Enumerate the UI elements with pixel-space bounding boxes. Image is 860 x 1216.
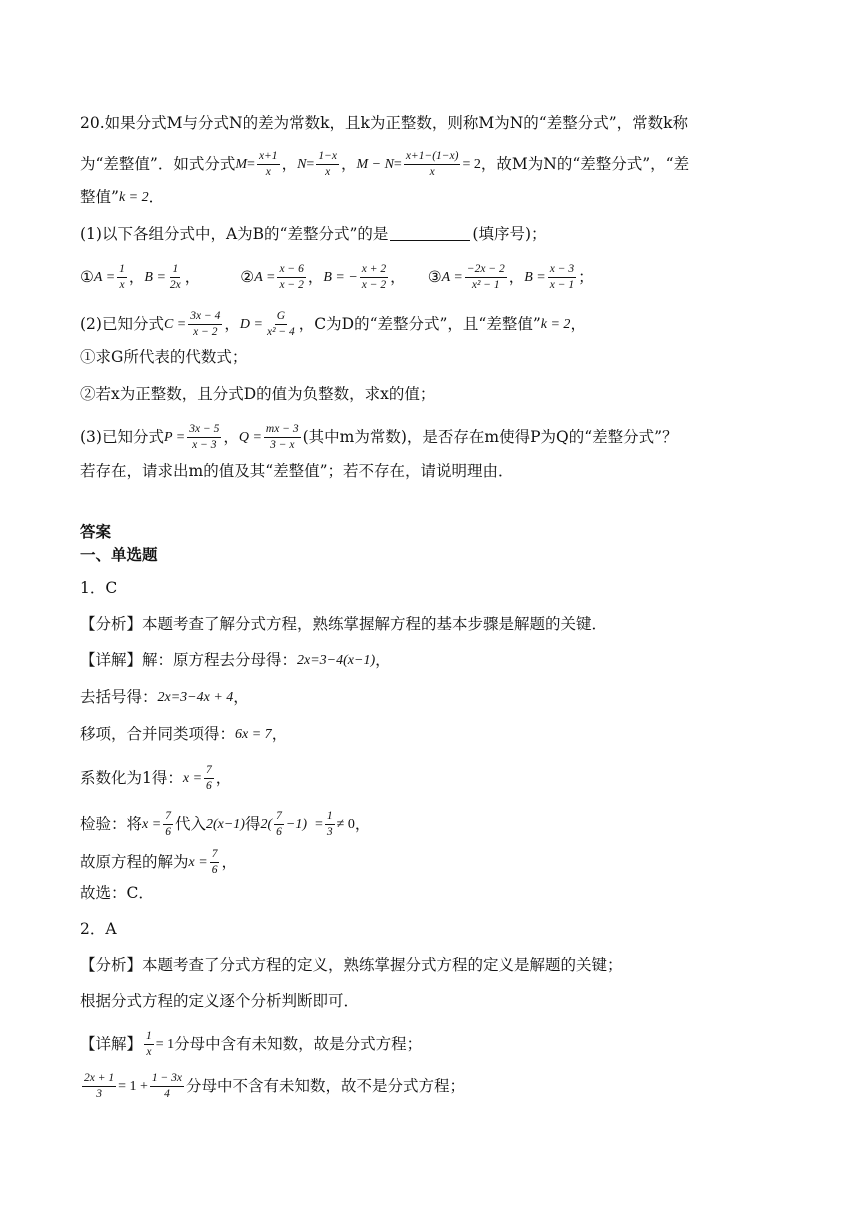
numerator: 7 xyxy=(274,810,284,825)
text: ， xyxy=(375,651,391,669)
denominator: x − 3 xyxy=(192,439,217,452)
text: ， xyxy=(233,688,249,706)
answer-2-detail-1 xyxy=(80,1030,422,1059)
numerator: x+1 xyxy=(257,150,280,165)
denominator: x xyxy=(429,166,435,179)
text: 【分析】本题考查了解分式方程，熟练掌握解方程的基本步骤是解题的关键． xyxy=(80,615,608,633)
denominator: 6 xyxy=(206,780,212,793)
text: 1．C xyxy=(80,579,118,597)
fraction xyxy=(144,1030,154,1059)
math-symbol: M − N xyxy=(356,156,394,172)
text: 【详解】 xyxy=(80,1034,143,1053)
denominator: x − 2 xyxy=(361,279,387,292)
numerator: −2x − 2 xyxy=(465,263,507,278)
numerator: x + 2 xyxy=(360,263,388,278)
part-2-subquestion-1 xyxy=(80,350,247,366)
math-expression: = 1 xyxy=(155,1036,175,1052)
text: ， xyxy=(271,725,288,743)
fraction xyxy=(274,810,284,839)
problem-number: 20. xyxy=(80,114,105,132)
text: 故原方程的解为 xyxy=(80,852,189,871)
text: 【分析】本题考查了分式方程的定义，熟练掌握分式方程的定义是解题的关键； xyxy=(80,956,623,974)
math-symbol: C = xyxy=(163,316,187,332)
answer-1-choice xyxy=(80,886,154,902)
answer-2-analysis-2 xyxy=(80,994,359,1010)
math-expression: 2( xyxy=(260,816,273,832)
text: ． xyxy=(148,188,165,206)
text: 故选：C． xyxy=(80,884,154,902)
math-symbol: Q = xyxy=(238,429,262,445)
text: 去括号得： xyxy=(80,688,158,706)
numerator: 1 xyxy=(144,1030,154,1045)
text: ②若x为正整数，且分式D的值为负整数，求x的值； xyxy=(80,385,436,403)
fraction xyxy=(204,764,214,793)
math-symbol: x = xyxy=(182,770,203,786)
text: ， xyxy=(390,267,406,286)
problem-line-3 xyxy=(80,190,164,206)
denominator: x − 2 xyxy=(193,326,218,339)
problem-text: 如果分式M与分式N的差为常数k，且k为正整数，则称M为N的“差整分式”，常数k称 xyxy=(104,114,689,132)
text: 若存在，请求出m的值及其“差整值”；若不存在，请说明理由． xyxy=(80,462,514,480)
options-line xyxy=(80,263,594,292)
fraction xyxy=(316,150,339,179)
numerator: 1 xyxy=(170,263,180,278)
denominator: 4 xyxy=(164,1088,170,1101)
fraction xyxy=(82,1072,116,1101)
heading: 一、单选题 xyxy=(80,545,158,564)
numerator: x+1−(1−x) xyxy=(404,150,461,165)
text: (2)已知分式 xyxy=(80,314,164,333)
fraction xyxy=(548,263,576,292)
denominator: 6 xyxy=(276,826,282,839)
answer-1-analysis xyxy=(80,617,607,633)
text: 检验：将 xyxy=(80,814,143,833)
numerator: 1−x xyxy=(316,150,339,165)
fraction xyxy=(117,263,127,292)
math-symbol: B = xyxy=(524,269,546,285)
math-expression: 2x=3−4(x−1) xyxy=(297,652,376,668)
numerator: G xyxy=(275,310,287,325)
answer-1-step-3 xyxy=(80,727,287,743)
fraction xyxy=(210,848,220,877)
numerator: x − 3 xyxy=(548,263,576,278)
math-symbol: A = xyxy=(441,269,463,285)
part-1-question xyxy=(80,227,547,243)
denominator: x − 1 xyxy=(549,279,575,292)
math-symbol: A = xyxy=(254,269,276,285)
fraction xyxy=(264,423,301,452)
text: ， xyxy=(307,267,324,286)
fraction xyxy=(168,263,183,292)
denominator: x xyxy=(119,279,125,292)
math-symbol: = xyxy=(306,156,315,172)
text: 为“差整值”．如式分式 xyxy=(80,154,236,173)
answers-heading xyxy=(80,524,111,540)
denominator: 6 xyxy=(211,864,218,877)
denominator: 3 xyxy=(96,1088,102,1101)
denominator: x² − 4 xyxy=(266,326,295,339)
text: ， xyxy=(215,768,232,787)
math-symbol: x = xyxy=(142,816,162,832)
math-symbol: = xyxy=(247,156,255,172)
fraction xyxy=(188,310,222,339)
math-expression: 6x = 7 xyxy=(235,726,272,742)
numerator: mx − 3 xyxy=(264,423,301,438)
part-3-question xyxy=(80,423,678,452)
text: 2．A xyxy=(80,920,117,938)
denominator: 6 xyxy=(165,826,171,839)
answer-1-label xyxy=(80,581,117,597)
numerator: 1 − 3x xyxy=(150,1072,184,1087)
fraction xyxy=(325,810,335,839)
fraction xyxy=(187,423,221,452)
math-expression: −1) xyxy=(285,816,307,832)
part-3-continued xyxy=(80,464,514,480)
option-3-mark: ③ xyxy=(427,267,442,286)
numerator: 1 xyxy=(117,263,127,278)
numerator: 3x − 4 xyxy=(188,310,222,325)
text: 根据分式方程的定义逐个分析判断即可． xyxy=(80,992,360,1010)
heading: 答案 xyxy=(80,522,112,541)
math-expression: = 1 + xyxy=(118,1078,148,1094)
math-symbol: ≠ 0 xyxy=(336,816,355,832)
fraction xyxy=(404,150,461,179)
text: 分母中不含有未知数，故不是分式方程； xyxy=(186,1076,466,1095)
math-expression: k = 2 xyxy=(118,189,149,205)
math-symbol: A = xyxy=(93,269,116,285)
fraction xyxy=(163,810,173,839)
math-expression: k = 2 xyxy=(540,316,571,332)
numerator: 7 xyxy=(204,764,214,779)
denominator: x xyxy=(325,166,331,179)
text: 【详解】解：原方程去分母得： xyxy=(80,651,298,669)
text: (其中m为常数)，是否存在m使得P为Q的“差整分式”？ xyxy=(302,427,678,446)
answer-1-solution xyxy=(80,848,237,877)
fraction xyxy=(465,263,507,292)
text: ， xyxy=(128,267,145,286)
numerator: x − 6 xyxy=(277,263,305,278)
text: 系数化为1得： xyxy=(80,768,183,787)
math-symbol: N xyxy=(297,156,307,172)
math-symbol: = xyxy=(315,816,323,832)
text: ， xyxy=(224,314,240,333)
fraction xyxy=(265,310,297,339)
option-1-mark: ① xyxy=(80,267,94,286)
denominator: x xyxy=(146,1046,152,1059)
text: ； xyxy=(578,267,594,286)
text: ，C为D的“差整分式”，且“差整值” xyxy=(298,314,541,333)
part-2-question xyxy=(80,310,586,339)
numerator: 2x + 1 xyxy=(82,1072,116,1087)
fraction xyxy=(257,150,280,179)
math-symbol: B = xyxy=(144,269,166,285)
text: ， xyxy=(508,267,525,286)
math-expression: 2x=3−4x + 4 xyxy=(157,689,234,705)
numerator: 7 xyxy=(210,848,220,863)
text: (3)已知分式 xyxy=(80,427,164,446)
text: 得 xyxy=(244,814,261,833)
answer-blank xyxy=(390,228,470,241)
text: ， xyxy=(340,154,357,173)
text: (1)以下各组分式中，A为B的“差整分式”的是 xyxy=(80,225,389,243)
denominator: x xyxy=(265,166,271,179)
text: 分母中含有未知数，故是分式方程； xyxy=(174,1034,423,1053)
numerator: 7 xyxy=(163,810,173,825)
denominator: 3 − x xyxy=(270,439,295,452)
text: ，故M为N的“差整分式”，“差 xyxy=(480,154,690,173)
math-symbol: B = − xyxy=(323,269,358,285)
denominator: 3 xyxy=(326,826,333,839)
answer-2-analysis xyxy=(80,958,623,974)
denominator: 2x xyxy=(169,279,181,292)
answer-2-detail-2 xyxy=(80,1072,465,1101)
problem-line-1 xyxy=(80,116,688,132)
fraction xyxy=(150,1072,184,1101)
math-symbol: = 2 xyxy=(462,156,481,172)
option-2-mark: ② xyxy=(240,267,255,286)
fraction xyxy=(360,263,388,292)
text: ， xyxy=(221,852,237,871)
math-symbol: = xyxy=(393,156,402,172)
section-heading xyxy=(80,547,158,563)
fraction xyxy=(277,263,305,292)
text: ①求G所代表的代数式； xyxy=(80,348,248,366)
math-symbol: D = xyxy=(239,316,263,332)
text: (填序号)； xyxy=(472,225,547,243)
math-symbol: P = xyxy=(163,429,186,445)
text: 移项，合并同类项得： xyxy=(80,725,236,743)
answer-2-label xyxy=(80,922,117,938)
text: ， xyxy=(570,314,586,333)
math-symbol: M xyxy=(235,156,248,172)
answer-1-step-2 xyxy=(80,690,249,706)
math-expression: 2(x−1) xyxy=(205,816,245,832)
problem-line-2 xyxy=(80,150,689,179)
denominator: x² − 1 xyxy=(471,279,500,292)
text: ， xyxy=(223,427,239,446)
text: 整值” xyxy=(80,188,119,206)
answer-1-check xyxy=(80,810,370,839)
text: ， xyxy=(281,154,298,173)
answer-1-step-4 xyxy=(80,764,231,793)
numerator: 1 xyxy=(325,810,335,825)
text: ， xyxy=(354,814,371,833)
part-2-subquestion-2 xyxy=(80,387,435,403)
text: 代入 xyxy=(174,814,206,833)
numerator: 3x − 5 xyxy=(187,423,221,438)
math-symbol: x = xyxy=(188,854,208,870)
text: ， xyxy=(184,267,201,286)
answer-1-step-1 xyxy=(80,653,391,669)
denominator: x − 2 xyxy=(279,279,304,292)
